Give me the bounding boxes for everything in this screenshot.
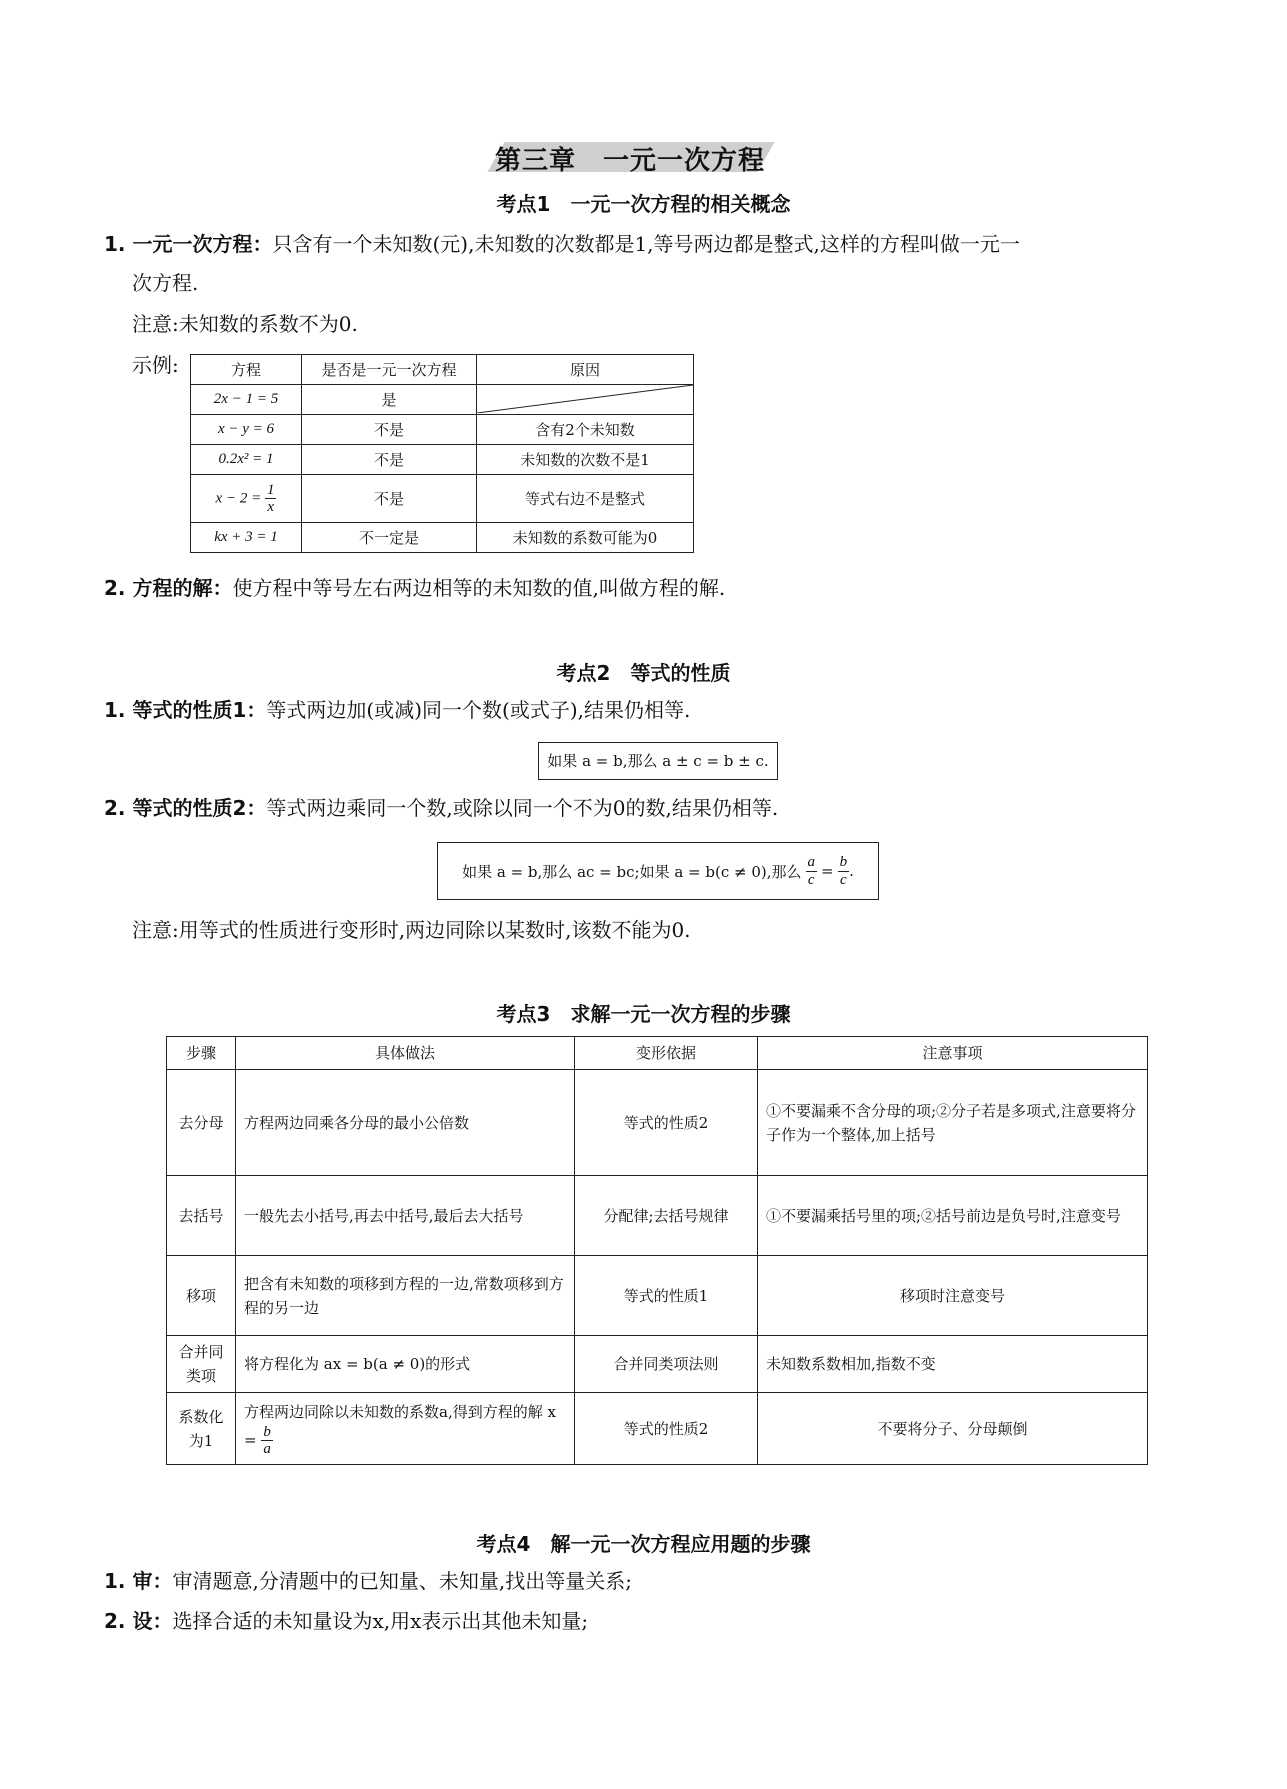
table-row — [191, 385, 694, 415]
property1-box — [538, 742, 778, 780]
kd2-item1 — [104, 695, 690, 725]
cell-equation-fraction — [191, 475, 302, 523]
cell-method: 将方程化为 ax = b(a ≠ 0)的形式 — [236, 1336, 575, 1393]
cell-method-fraction — [236, 1393, 575, 1465]
cell-step: 系数化为1 — [167, 1393, 236, 1465]
kd4-item1-label: 1. 审： — [104, 1569, 173, 1593]
denominator: c — [840, 871, 847, 888]
denominator: c — [807, 871, 815, 888]
table-row — [191, 475, 694, 523]
cell-basis: 等式的性质1 — [575, 1256, 758, 1336]
kd2-heading: 考点2 等式的性质 — [556, 661, 731, 685]
period: . — [849, 862, 854, 880]
table-row — [167, 1070, 1148, 1176]
kd2-note: 注意:用等式的性质进行变形时,两边同除以某数时,该数不能为0. — [132, 918, 691, 942]
cell-reason: 含有2个未知数 — [477, 415, 694, 445]
kd1-item1 — [104, 229, 1020, 259]
cell-is-linear: 不一定是 — [302, 523, 477, 553]
kd4-heading: 考点4 解一元一次方程应用题的步骤 — [476, 1532, 811, 1556]
cell-method: 把含有未知数的项移到方程的一边,常数项移到方程的另一边 — [236, 1256, 575, 1336]
kd1-item1-cont: 次方程. — [132, 271, 199, 295]
cell-note: ①不要漏乘括号里的项;②括号前边是负号时,注意变号 — [758, 1176, 1148, 1256]
cell-reason-empty — [477, 385, 694, 415]
th-step: 步骤 — [167, 1037, 236, 1070]
table-row — [191, 445, 694, 475]
cell-note: 未知数系数相加,指数不变 — [758, 1336, 1148, 1393]
cell-method: 一般先去小括号,再去中括号,最后去大括号 — [236, 1176, 575, 1256]
kd2-item2-text: 等式两边乘同一个数,或除以同一个不为0的数,结果仍相等. — [266, 796, 779, 820]
kd1-item2 — [104, 573, 725, 603]
property2-box — [437, 842, 879, 900]
cell-note: ①不要漏乘不含分母的项;②分子若是多项式,注意要将分子作为一个整体,加上括号 — [758, 1070, 1148, 1176]
kd2-item2-label: 2. 等式的性质2： — [104, 796, 267, 820]
cell-is-linear: 不是 — [302, 445, 477, 475]
cell-equation: 2x − 1 = 5 — [191, 385, 302, 415]
chapter-banner — [470, 136, 790, 176]
kd1-item2-label: 2. 方程的解： — [104, 576, 233, 600]
equals-sign: = — [821, 862, 834, 880]
numerator: b — [263, 1423, 271, 1440]
table-row — [167, 1336, 1148, 1393]
cell-step: 移项 — [167, 1256, 236, 1336]
cell-is-linear: 不是 — [302, 415, 477, 445]
cell-is-linear: 不是 — [302, 475, 477, 523]
cell-reason: 未知数的次数不是1 — [477, 445, 694, 475]
numerator: a — [807, 854, 816, 870]
property1-formula: 如果 a = b,那么 a ± c = b ± c. — [547, 752, 769, 770]
cell-reason: 等式右边不是整式 — [477, 475, 694, 523]
th-reason: 原因 — [477, 355, 694, 385]
kd1-item1-text: 只含有一个未知数(元),未知数的次数都是1,等号两边都是整式,这样的方程叫做一元一 — [272, 232, 1020, 256]
denominator: a — [263, 1441, 271, 1457]
kd4-item2-text: 选择合适的未知量设为x,用x表示出其他未知量; — [172, 1609, 589, 1633]
method-text: 方程两边同除以未知数的系数a,得到方程的解 x = — [244, 1402, 556, 1449]
eq-left: x − 2 = — [215, 489, 262, 506]
kd4-item1-text: 审清题意,分清题中的已知量、未知量,找出等量关系; — [172, 1569, 632, 1593]
cell-reason: 未知数的系数可能为0 — [477, 523, 694, 553]
kd2-item1-label: 1. 等式的性质1： — [104, 698, 267, 722]
kd4-item1 — [104, 1566, 632, 1596]
th-basis: 变形依据 — [575, 1037, 758, 1070]
denominator: x — [267, 499, 275, 515]
kd4-item2 — [104, 1606, 588, 1636]
kd2-item2 — [104, 793, 778, 823]
kd1-example-label: 示例: — [132, 353, 179, 377]
cell-equation: kx + 3 = 1 — [191, 523, 302, 553]
cell-basis: 合并同类项法则 — [575, 1336, 758, 1393]
example-table-header — [191, 355, 694, 385]
cell-method: 方程两边同乘各分母的最小公倍数 — [236, 1070, 575, 1176]
kd4-item2-label: 2. 设： — [104, 1609, 173, 1633]
kd3-heading: 考点3 求解一元一次方程的步骤 — [496, 1002, 791, 1026]
cell-note: 不要将分子、分母颠倒 — [758, 1393, 1148, 1465]
cell-step: 去分母 — [167, 1070, 236, 1176]
cell-step: 合并同类项 — [167, 1336, 236, 1393]
table-row — [167, 1256, 1148, 1336]
kd1-item2-text: 使方程中等号左右两边相等的未知数的值,叫做方程的解. — [232, 576, 726, 600]
numerator: b — [839, 854, 848, 870]
th-method: 具体做法 — [236, 1037, 575, 1070]
table-row — [191, 415, 694, 445]
th-equation: 方程 — [191, 355, 302, 385]
kd1-heading: 考点1 一元一次方程的相关概念 — [496, 192, 791, 216]
cell-basis: 等式的性质2 — [575, 1070, 758, 1176]
fraction-a-c — [806, 854, 818, 888]
th-is-linear: 是否是一元一次方程 — [302, 355, 477, 385]
table-row — [167, 1393, 1148, 1465]
example-table — [190, 354, 694, 553]
kd1-note: 注意:未知数的系数不为0. — [132, 312, 358, 336]
steps-table — [166, 1036, 1148, 1465]
diagonal-slash — [477, 385, 693, 413]
cell-basis: 分配律;去括号规律 — [575, 1176, 758, 1256]
cell-equation: x − y = 6 — [191, 415, 302, 445]
cell-is-linear: 是 — [302, 385, 477, 415]
table-row — [191, 523, 694, 553]
cell-equation: 0.2x² = 1 — [191, 445, 302, 475]
property2-formula-pre: 如果 a = b,那么 ac = bc;如果 a = b(c ≠ 0),那么 — [462, 862, 802, 881]
kd2-item1-text: 等式两边加(或减)同一个数(或式子),结果仍相等. — [266, 698, 691, 722]
steps-table-header — [167, 1037, 1148, 1070]
cell-note: 移项时注意变号 — [758, 1256, 1148, 1336]
th-note: 注意事项 — [758, 1037, 1148, 1070]
numerator: 1 — [266, 481, 275, 498]
fraction-b-c — [838, 854, 850, 888]
fraction-b-a — [261, 1424, 273, 1458]
chapter-title: 第三章 一元一次方程 — [494, 146, 765, 176]
table-row — [167, 1176, 1148, 1256]
cell-step: 去括号 — [167, 1176, 236, 1256]
kd1-item1-label: 1. 一元一次方程： — [104, 232, 273, 256]
cell-basis: 等式的性质2 — [575, 1393, 758, 1465]
fraction — [265, 482, 277, 516]
